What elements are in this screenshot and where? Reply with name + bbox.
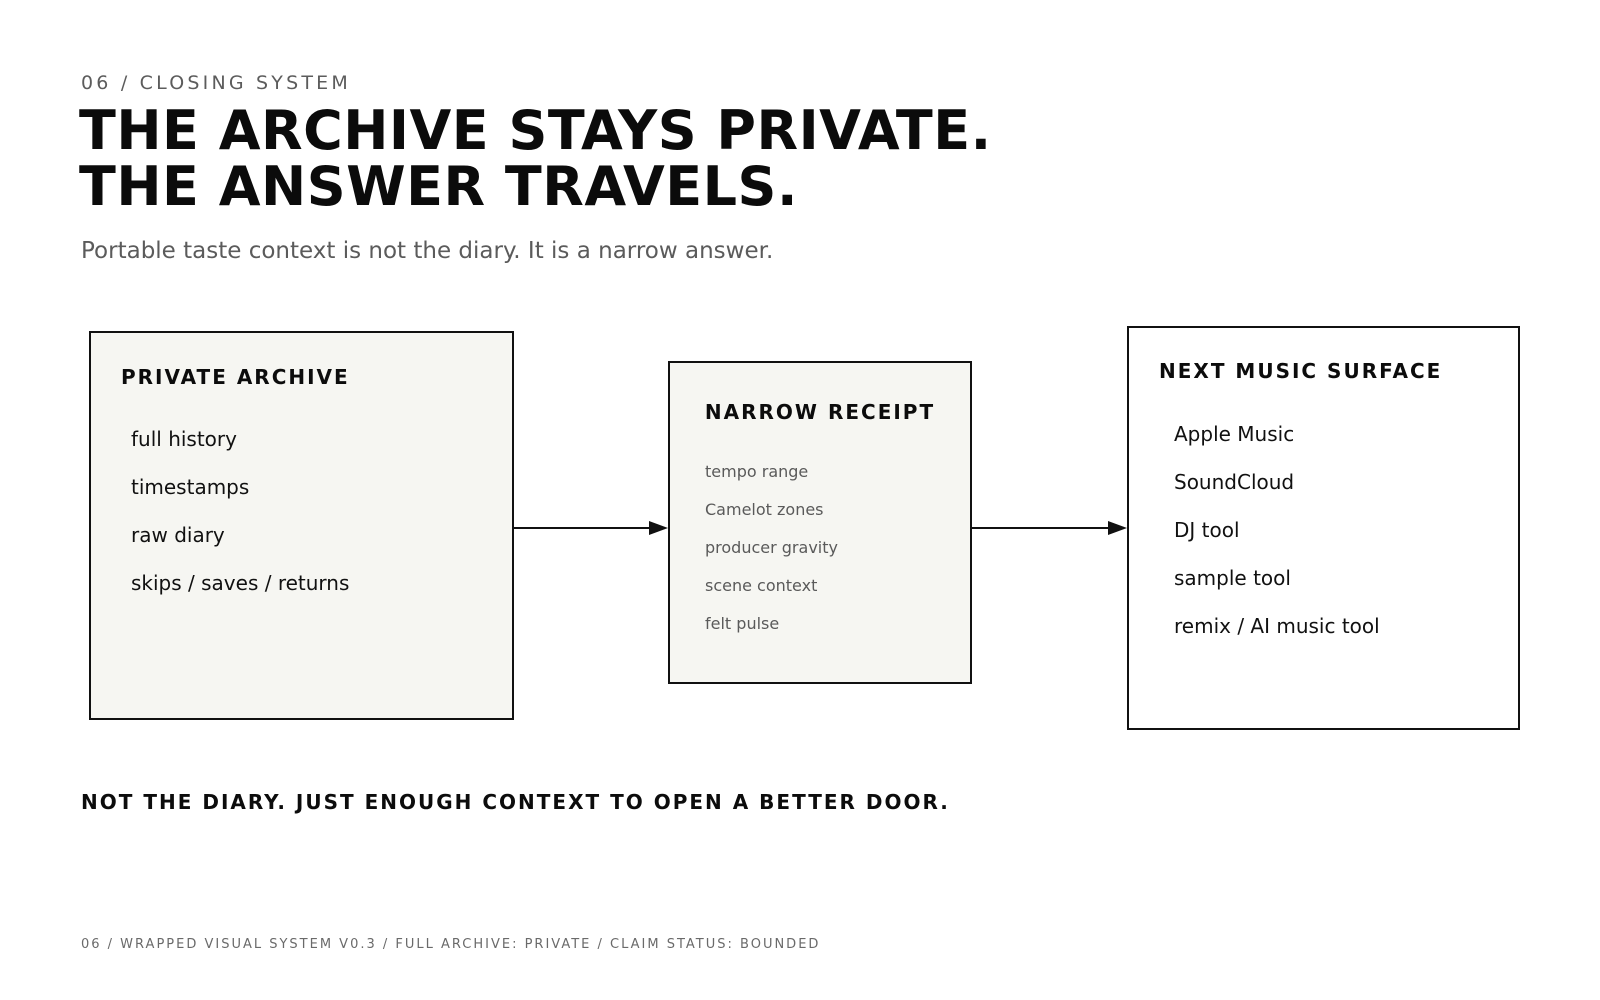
private-archive-list [131, 426, 349, 618]
page-subhead: Portable taste context is not the diary. It is a narrow answer. [81, 238, 774, 264]
list-item: timestamps [131, 475, 250, 499]
list-item: DJ tool [1174, 518, 1240, 542]
list-item: felt pulse [705, 614, 780, 633]
next-music-surface-box [1127, 326, 1520, 730]
private-archive-title: PRIVATE ARCHIVE [121, 365, 350, 389]
narrow-receipt-list [705, 462, 838, 652]
next-music-surface-title: NEXT MUSIC SURFACE [1159, 359, 1443, 383]
list-item: producer gravity [705, 538, 838, 557]
arrow-archive-to-receipt [514, 521, 668, 535]
section-eyebrow: 06 / CLOSING SYSTEM [81, 72, 351, 94]
list-item: remix / AI music tool [1174, 614, 1380, 638]
arrow-receipt-to-surface-head-icon [1108, 521, 1127, 535]
page-headline [79, 99, 992, 218]
list-item: Camelot zones [705, 500, 824, 519]
list-item: sample tool [1174, 566, 1291, 590]
list-item: Apple Music [1174, 422, 1295, 446]
next-music-surface-list [1174, 421, 1380, 661]
headline-line-2: THE ANSWER TRAVELS. [79, 155, 798, 218]
headline-line-1: THE ARCHIVE STAYS PRIVATE. [79, 99, 992, 162]
arrow-receipt-to-surface [972, 521, 1127, 535]
footer-meta: 06 / WRAPPED VISUAL SYSTEM V0.3 / FULL ARCHIVE: PRIVATE / CLAIM STATUS: BOUNDED [81, 937, 821, 952]
arrow-archive-to-receipt-head-icon [649, 521, 668, 535]
narrow-receipt-title: NARROW RECEIPT [704, 400, 936, 424]
narrow-receipt-box [668, 361, 972, 684]
list-item: skips / saves / returns [131, 571, 350, 595]
private-archive-box [89, 331, 514, 720]
list-item: tempo range [705, 462, 809, 481]
list-item: SoundCloud [1174, 470, 1295, 494]
list-item: scene context [705, 576, 818, 595]
closing-tagline: NOT THE DIARY. JUST ENOUGH CONTEXT TO OPEN A BETTER DOOR. [81, 790, 950, 814]
list-item: raw diary [131, 523, 225, 547]
list-item: full history [131, 427, 237, 451]
